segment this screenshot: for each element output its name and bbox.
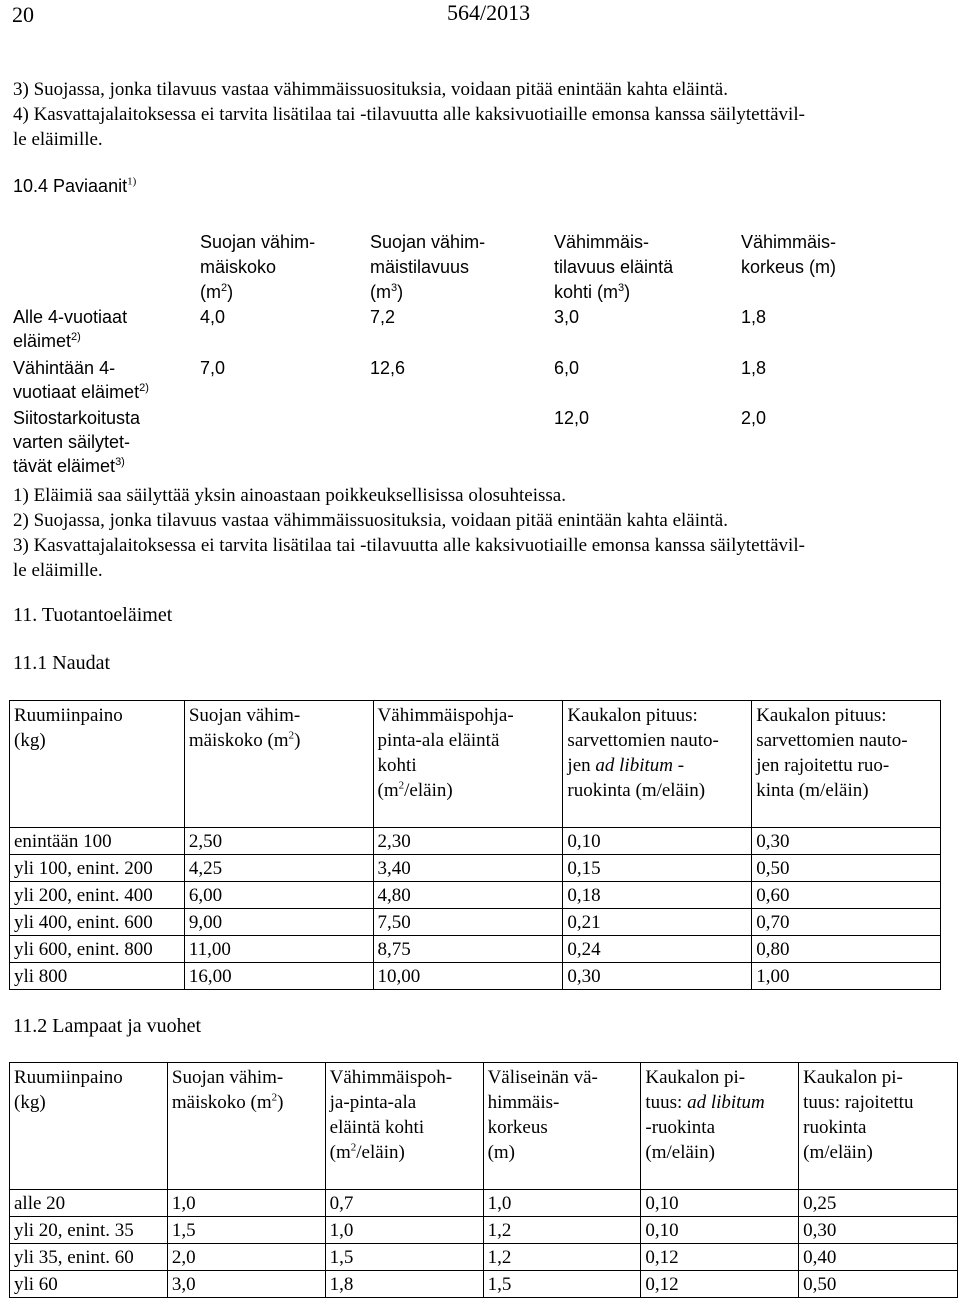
table-cell: 7,50 xyxy=(373,909,563,936)
table-cell: 1,8 xyxy=(325,1271,483,1298)
table-cell: 0,50 xyxy=(799,1271,958,1298)
table-cell: 11,00 xyxy=(184,936,373,963)
table-cell: 1,0 xyxy=(167,1190,325,1217)
table-cell: 1,2 xyxy=(483,1217,641,1244)
baboon-col-header-4: Vähimmäis- korkeus (m) xyxy=(741,232,837,277)
document-number: 564/2013 xyxy=(447,0,531,25)
table-cell: 3,40 xyxy=(373,855,563,882)
cattle-header-cell: Kaukalon pituus: sarvettomien nauto- jen rajoitettu ruo- kinta (m/eläin) xyxy=(752,701,941,828)
cattle-header-cell: Vähimmäispohja- pinta-ala eläintä kohti $(m^2/eläin)$ xyxy=(373,701,563,828)
cattle-header-cell: Suojan vähim- mäiskoko $(m^2)$ xyxy=(184,701,373,828)
baboon-cell: 1,8 xyxy=(741,307,767,327)
baboon-table xyxy=(0,0,960,480)
table-cell: yli 200, enint. 400 xyxy=(10,882,185,909)
table-cell: 0,10 xyxy=(641,1190,799,1217)
intro-note-3: 3) Suojassa, jonka tilavuus vastaa vähimmäissuosituksia, voidaan pitää enintään kahta eläintä. xyxy=(13,79,728,100)
baboon-cell: 12,0 xyxy=(554,408,590,428)
table-cell: yli 20, enint. 35 xyxy=(10,1217,168,1244)
sheep-header-cell: Vähimmäispoh- ja-pinta-ala eläintä kohti $(m^2/eläin)$ xyxy=(325,1063,483,1190)
table-row xyxy=(10,828,941,855)
table-row xyxy=(10,855,941,882)
baboon-cell: 12,6 xyxy=(370,358,406,378)
table-cell: 10,00 xyxy=(373,963,563,990)
sheep-header-cell: Kaukalon pi- tuus: rajoitettu ruokinta (m/eläin) xyxy=(799,1063,958,1190)
table-cell: 0,10 xyxy=(641,1217,799,1244)
sheep-header-cell: Väliseinän vä- himmäis- korkeus (m) xyxy=(483,1063,641,1190)
table-cell: 2,30 xyxy=(373,828,563,855)
baboon-row-label: Alle 4-vuotiaat eläimet$^{2)}$ xyxy=(13,307,128,351)
table-cell: 1,5 xyxy=(167,1217,325,1244)
sheep-header-cell: Suojan vähim- mäiskoko $(m^2)$ xyxy=(167,1063,325,1190)
table-cell: 3,0 xyxy=(167,1271,325,1298)
table-cell: 9,00 xyxy=(184,909,373,936)
cattle-table xyxy=(9,700,941,990)
baboon-cell: 4,0 xyxy=(200,307,226,327)
table-cell: yli 400, enint. 600 xyxy=(10,909,185,936)
table-cell: enintään 100 xyxy=(10,828,185,855)
table-cell: 1,0 xyxy=(483,1190,641,1217)
table-cell: 8,75 xyxy=(373,936,563,963)
table-cell: 0,40 xyxy=(799,1244,958,1271)
table-cell: 1,5 xyxy=(325,1244,483,1271)
table-cell: 0,30 xyxy=(563,963,752,990)
table-cell: yli 35, enint. 60 xyxy=(10,1244,168,1271)
table-cell: 0,60 xyxy=(752,882,941,909)
baboon-row-label: Vähintään 4- vuotiaat eläimet$^{2)}$ xyxy=(13,358,149,402)
table-cell: 1,00 xyxy=(752,963,941,990)
baboon-col-header-1: Suojan vähim- mäiskoko $(m^2)$ xyxy=(200,232,316,302)
baboon-footnote-3-cont: le eläimille. xyxy=(13,560,103,581)
intro-note-4-cont: le eläimille. xyxy=(13,129,103,150)
baboon-cell: 1,8 xyxy=(741,358,767,378)
table-row xyxy=(10,1244,958,1271)
table-row xyxy=(10,1271,958,1298)
table-cell: yli 600, enint. 800 xyxy=(10,936,185,963)
table-row xyxy=(10,1217,958,1244)
cattle-heading: 11.1 Naudat xyxy=(13,652,111,674)
sheep-header-cell: Ruumiinpaino (kg) xyxy=(10,1063,168,1190)
table-cell: 1,0 xyxy=(325,1217,483,1244)
table-cell: 0,80 xyxy=(752,936,941,963)
baboon-row-label: Siitostarkoitusta varten säilytet- tävät eläimet$^{3)}$ xyxy=(13,408,141,476)
table-cell: 0,50 xyxy=(752,855,941,882)
table-row xyxy=(10,963,941,990)
sheep-header-cell: Kaukalon pi- tuus: ad libitum -ruokinta (m/eläin) xyxy=(641,1063,799,1190)
section-heading: 11. Tuotantoeläimet xyxy=(13,604,173,626)
table-cell: 0,24 xyxy=(563,936,752,963)
table-cell: alle 20 xyxy=(10,1190,168,1217)
table-cell: 0,7 xyxy=(325,1190,483,1217)
table-cell: 2,50 xyxy=(184,828,373,855)
table-cell: yli 60 xyxy=(10,1271,168,1298)
page-number: 20 xyxy=(12,2,34,27)
cattle-header-cell: Ruumiinpaino (kg) xyxy=(10,701,185,828)
table-row xyxy=(10,936,941,963)
table-cell: 0,30 xyxy=(799,1217,958,1244)
intro-note-4: 4) Kasvattajalaitoksessa ei tarvita lisätilaa tai -tilavuutta alle kaksivuotiaille emonsa kanssa säilytettävil- xyxy=(13,104,805,125)
table-cell: 4,25 xyxy=(184,855,373,882)
table-cell: 0,12 xyxy=(641,1244,799,1271)
table-cell: 6,00 xyxy=(184,882,373,909)
table-cell: 4,80 xyxy=(373,882,563,909)
baboon-cell: 7,0 xyxy=(200,358,226,378)
baboon-cell: 7,2 xyxy=(370,307,396,327)
table-cell: 2,0 xyxy=(167,1244,325,1271)
baboon-col-header-3: Vähimmäis- tilavuus eläintä kohti $(m^3)$ xyxy=(554,232,674,302)
table-row xyxy=(10,909,941,936)
sheep-table xyxy=(9,1062,958,1298)
baboon-cell: 2,0 xyxy=(741,408,767,428)
baboon-footnote-1: 1) Eläimiä saa säilyttää yksin ainoastaan poikkeuksellisissa olosuhteissa. xyxy=(13,485,566,506)
baboon-footnote-3: 3) Kasvattajalaitoksessa ei tarvita lisätilaa tai -tilavuutta alle kaksivuotiaille emonsa kanssa säilytettävil- xyxy=(13,535,805,556)
baboon-cell: 3,0 xyxy=(554,307,580,327)
table-cell: 0,12 xyxy=(641,1271,799,1298)
table-cell: 0,18 xyxy=(563,882,752,909)
table-row xyxy=(10,1190,958,1217)
sheep-heading: 11.2 Lampaat ja vuohet xyxy=(13,1015,202,1037)
baboon-cell: 6,0 xyxy=(554,358,580,378)
table-cell: 0,21 xyxy=(563,909,752,936)
table-cell: 0,30 xyxy=(752,828,941,855)
sheep-header-row xyxy=(10,1063,958,1190)
table-cell: 0,70 xyxy=(752,909,941,936)
table-cell: yli 800 xyxy=(10,963,185,990)
baboon-heading: 10.4 Paviaanit$^{1)}$ xyxy=(13,175,137,196)
table-cell: 0,10 xyxy=(563,828,752,855)
table-row xyxy=(10,882,941,909)
table-cell: 16,00 xyxy=(184,963,373,990)
table-cell: yli 100, enint. 200 xyxy=(10,855,185,882)
table-cell: 1,5 xyxy=(483,1271,641,1298)
table-cell: 1,2 xyxy=(483,1244,641,1271)
cattle-header-row xyxy=(10,701,941,828)
baboon-col-header-2: Suojan vähim- mäistilavuus $(m^3)$ xyxy=(370,232,486,302)
cattle-header-cell: Kaukalon pituus: sarvettomien nauto- jen ad libitum - ruokinta (m/eläin) xyxy=(563,701,752,828)
table-cell: 0,25 xyxy=(799,1190,958,1217)
table-cell: 0,15 xyxy=(563,855,752,882)
baboon-footnote-2: 2) Suojassa, jonka tilavuus vastaa vähimmäissuosituksia, voidaan pitää enintään kahta eläintä. xyxy=(13,510,728,531)
